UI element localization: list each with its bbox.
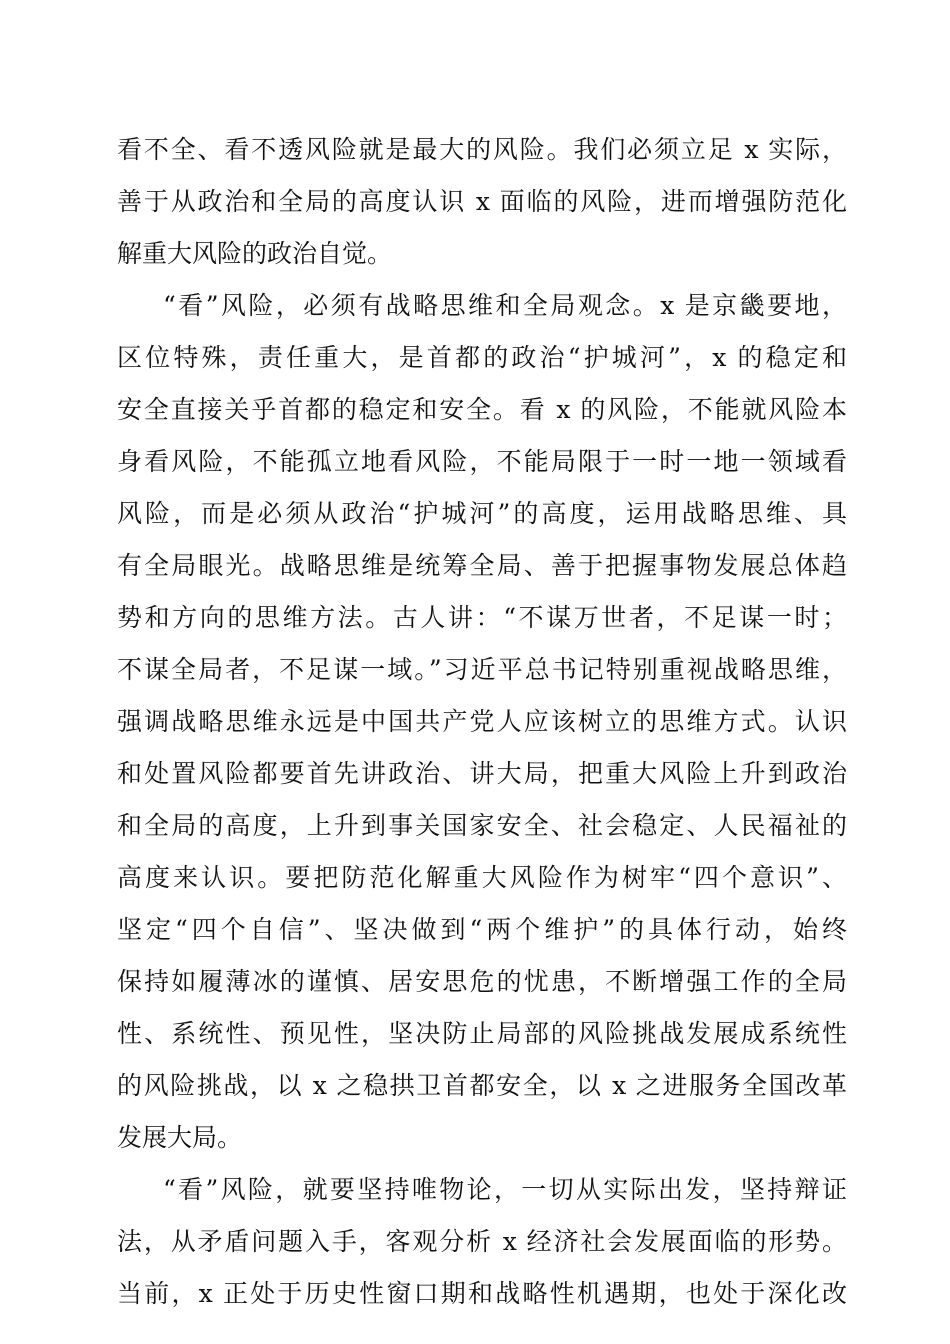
text-line: 坚定“四个自信”、坚决做到“两个维护”的具体行动，始终 xyxy=(117,915,847,944)
text-line: 解重大风险的政治自觉。 xyxy=(117,239,393,268)
text-line: 风险，而是必须从政治“护城河”的高度，运用战略思维、具 xyxy=(117,499,847,528)
text-line: 善于从政治和全局的高度认识 x 面临的风险，进而增强防范化 xyxy=(117,187,847,216)
text-line: 发展大局。 xyxy=(117,1123,243,1152)
text-line: 的风险挑战，以 x 之稳拱卫首都安全，以 x 之进服务全国改革 xyxy=(117,1071,847,1100)
text-line: 法，从矛盾问题入手，客观分析 x 经济社会发展面临的形势。 xyxy=(117,1227,847,1256)
text-line: “看”风险，就要坚持唯物论，一切从实际出发，坚持辩证 xyxy=(163,1175,847,1204)
text-line: 身看风险，不能孤立地看风险，不能局限于一时一地一领域看 xyxy=(117,447,847,476)
text-line: 保持如履薄冰的谨慎、居安思危的忧患，不断增强工作的全局 xyxy=(117,967,847,996)
text-line: 当前，x 正处于历史性窗口期和战略性机遇期，也处于深化改 xyxy=(117,1279,847,1308)
text-line: 有全局眼光。战略思维是统筹全局、善于把握事物发展总体趋 xyxy=(117,551,847,580)
text-line: 和处置风险都要首先讲政治、讲大局，把重大风险上升到政治 xyxy=(117,759,847,788)
text-line: 看不全、看不透风险就是最大的风险。我们必须立足 x 实际， xyxy=(117,135,847,164)
text-line: 强调战略思维永远是中国共产党人应该树立的思维方式。认识 xyxy=(117,707,847,736)
text-line: 高度来认识。要把防范化解重大风险作为树牢“四个意识”、 xyxy=(117,863,847,892)
text-line: 和全局的高度，上升到事关国家安全、社会稳定、人民福祉的 xyxy=(117,811,847,840)
text-line: 不谋全局者，不足谋一域。”习近平总书记特别重视战略思维， xyxy=(117,655,847,684)
text-line: 势和方向的思维方法。古人讲：“不谋万世者，不足谋一时； xyxy=(117,603,847,632)
text-line: 区位特殊，责任重大，是首都的政治“护城河”，x 的稳定和 xyxy=(117,343,847,372)
text-line: 性、系统性、预见性，坚决防止局部的风险挑战发展成系统性 xyxy=(117,1019,847,1048)
text-line: 安全直接关乎首都的稳定和安全。看 x 的风险，不能就风险本 xyxy=(117,395,847,424)
text-line: “看”风险，必须有战略思维和全局观念。x 是京畿要地， xyxy=(163,291,847,320)
